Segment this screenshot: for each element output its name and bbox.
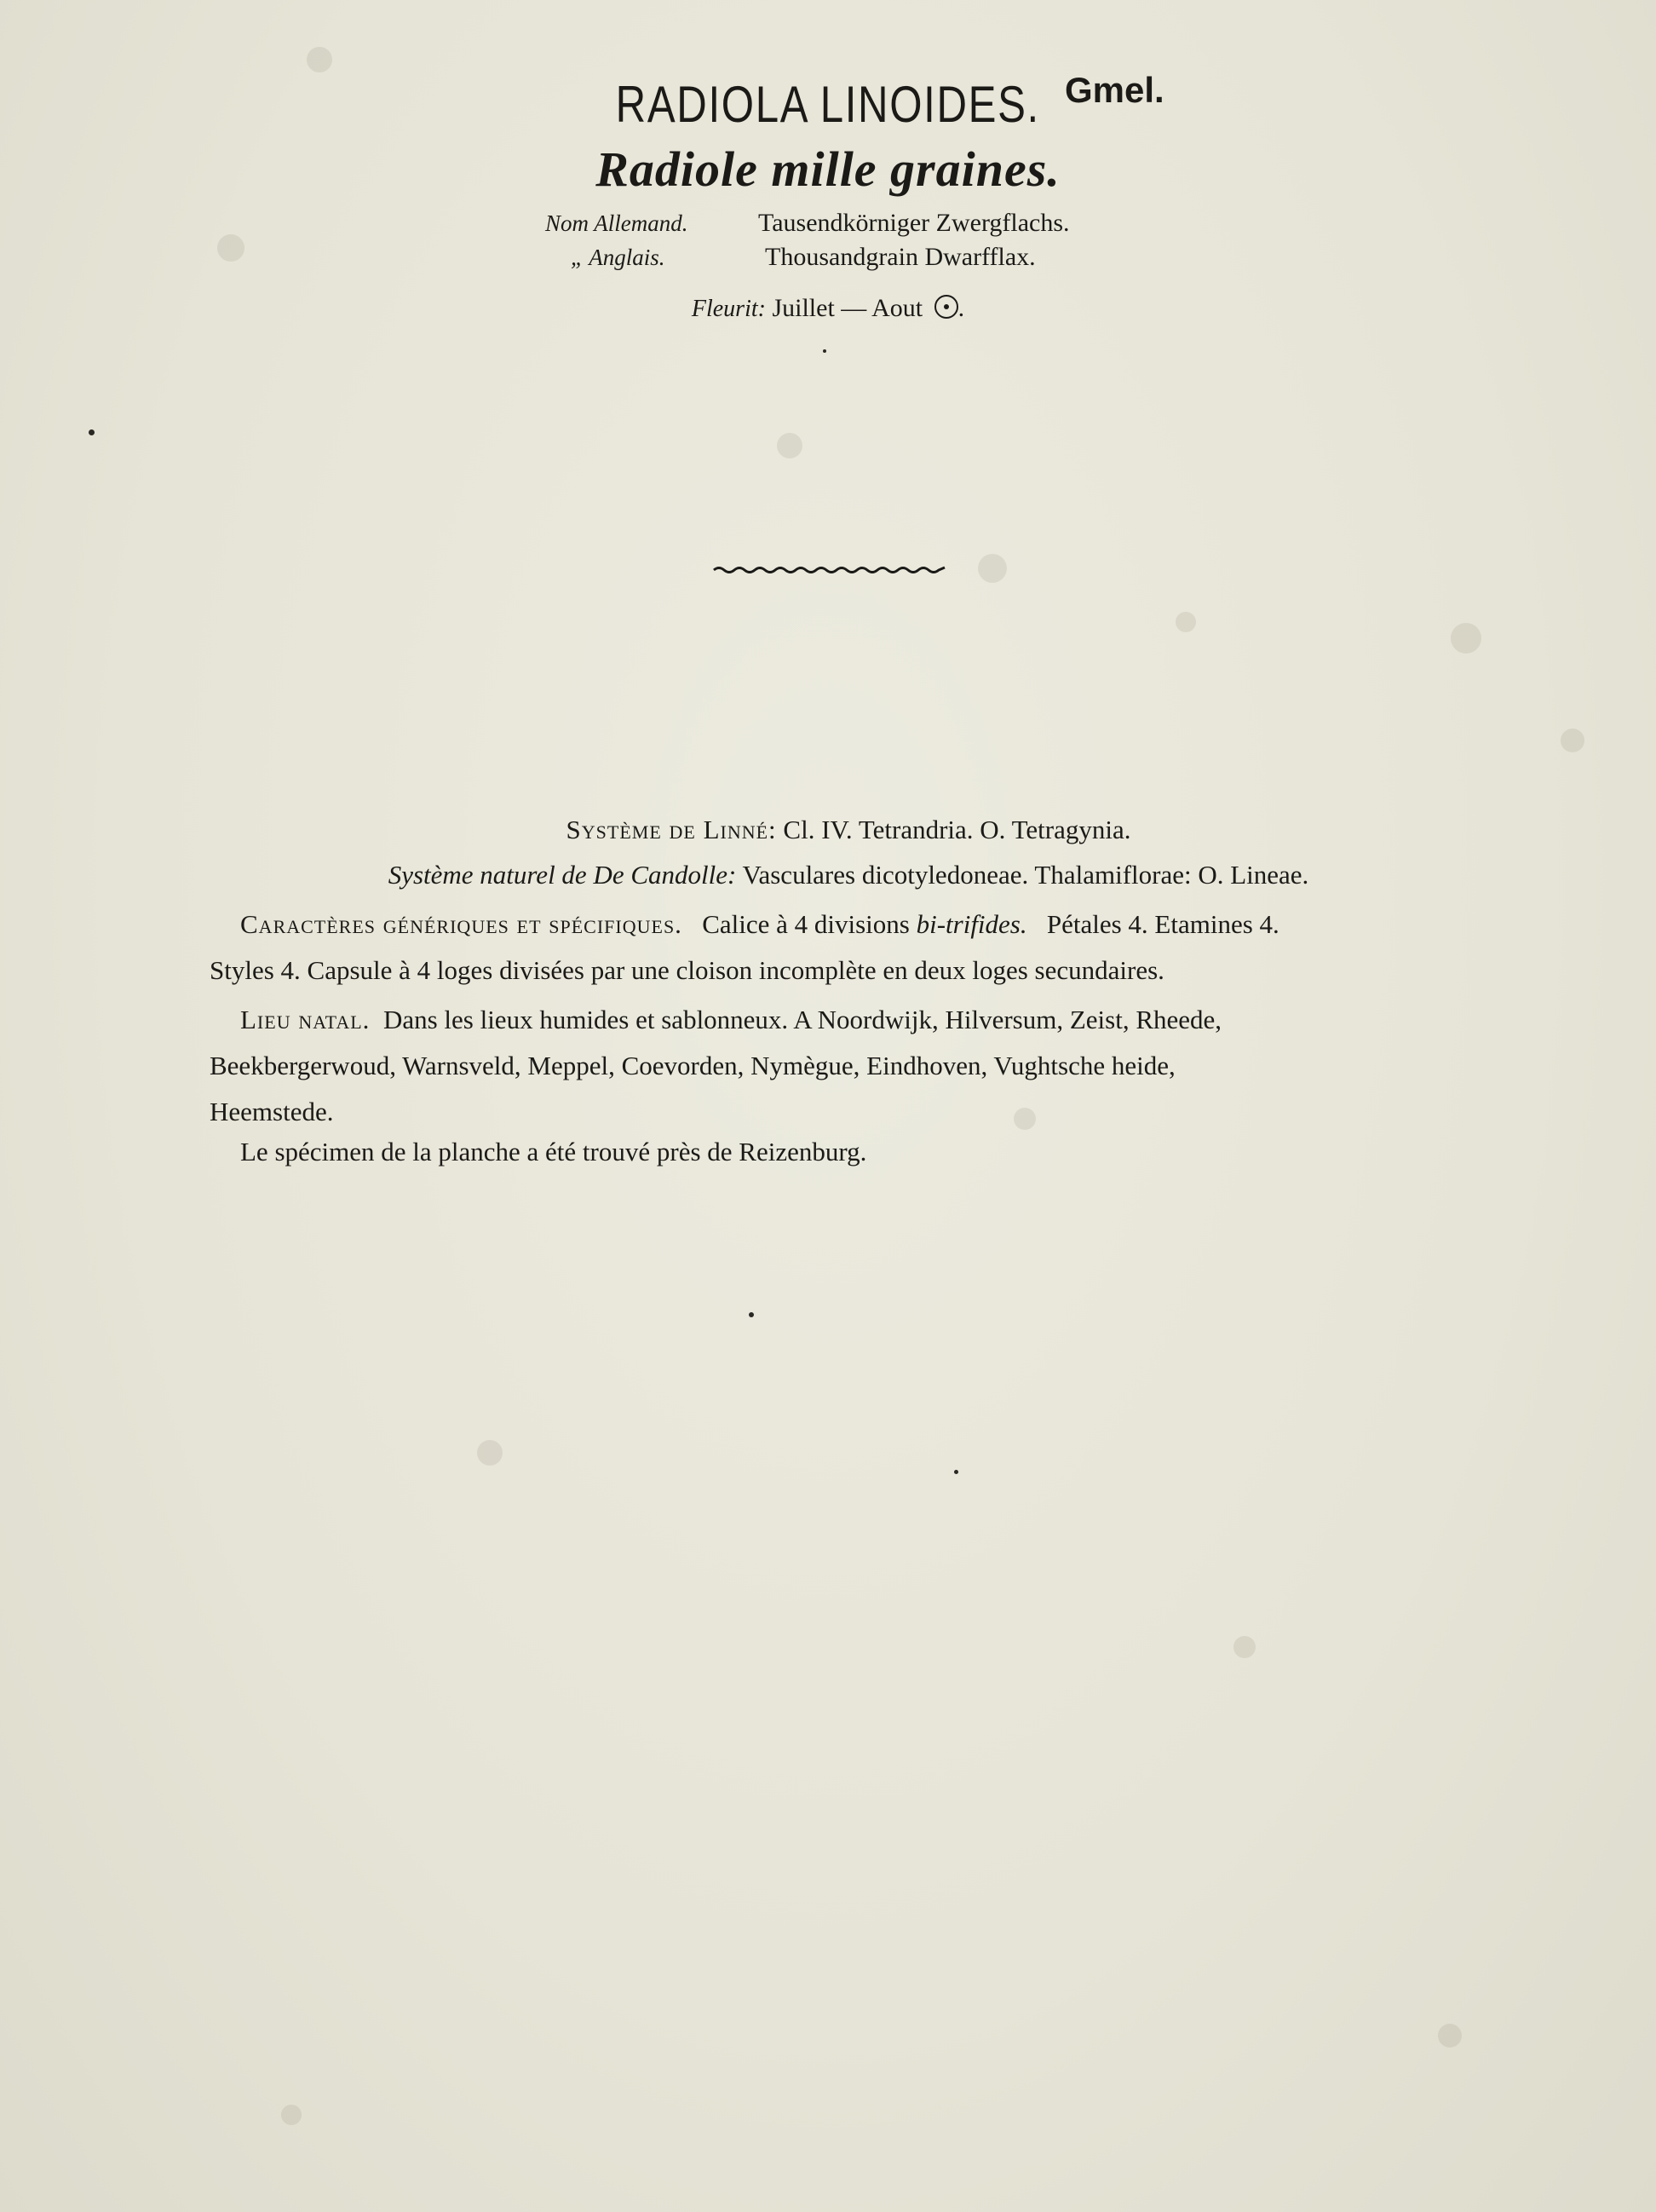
english-name-row <box>545 240 1070 274</box>
paper-spot <box>1233 1636 1256 1658</box>
ink-speck <box>823 349 826 353</box>
paper-spot <box>1438 2024 1462 2048</box>
characters-text-a: Calice à 4 divisions <box>702 909 910 939</box>
paper-spot <box>978 554 1007 583</box>
period-mark: . <box>957 294 965 322</box>
german-name-label: Nom Allemand. <box>545 210 688 236</box>
habitat-paragraph <box>240 997 1487 1043</box>
habitat-line-2: Beekbergerwoud, Warnsveld, Meppel, Coevorden, Nymègue, Eindhoven, Vughtsche heide, <box>210 1051 1176 1080</box>
plant-title <box>0 70 1656 134</box>
paper-spot <box>477 1440 503 1466</box>
linne-label: Système de Linné: <box>566 815 777 844</box>
ornamental-divider <box>712 561 946 578</box>
characters-text-b: Pétales 4. Etamines 4. <box>1046 909 1279 939</box>
habitat-line-1: Dans les lieux humides et sablonneux. A Noordwijk, Hilversum, Zeist, Rheede, <box>382 1005 1222 1034</box>
paper-spot <box>307 47 332 72</box>
paper-spot <box>1561 729 1584 752</box>
specimen-note: Le spécimen de la planche a été trouvé près de Reizenburg. <box>240 1137 867 1166</box>
characters-line-2: Styles 4. Capsule à 4 loges divisées par une cloison incomplète en deux loges secundaires. <box>210 955 1164 985</box>
paper-spot <box>777 433 802 458</box>
flowering-label: Fleurit: <box>691 296 766 322</box>
common-name: Radiole mille graines. <box>595 141 1061 197</box>
scientific-name: RADIOLA LINOIDES. <box>615 76 1041 133</box>
vernacular-names <box>545 206 1070 274</box>
paper-spot <box>217 234 244 262</box>
linne-value: Cl. IV. Tetrandria. O. Tetragynia. <box>783 815 1131 844</box>
characters-label: Caractères génériques et spécifiques. <box>240 909 682 939</box>
english-name-value: Thousandgrain Dwarfflax. <box>765 243 1036 271</box>
ink-speck <box>89 429 95 435</box>
flowering-value: Juillet — Aout <box>772 294 923 322</box>
english-name-label: „ Anglais. <box>571 245 665 270</box>
candolle-label: Système naturel de De Candolle: <box>388 860 737 890</box>
characters-text-italic: bi-trifides. <box>916 909 1027 939</box>
annual-symbol-icon <box>934 295 958 319</box>
ink-speck <box>749 1312 754 1317</box>
habitat-label: Lieu natal. <box>240 1005 371 1034</box>
flowering-line <box>0 294 1656 323</box>
paper-spot <box>1176 612 1196 632</box>
author-abbreviation: Gmel. <box>1065 70 1164 110</box>
candolle-value: Vasculares dicotyledoneae. Thalamiflorae: O. Lineae. <box>742 860 1309 890</box>
linne-system-line <box>210 807 1487 853</box>
characters-paragraph <box>240 902 1487 948</box>
habitat-line-3: Heemstede. <box>210 1097 334 1126</box>
ink-speck <box>954 1470 958 1474</box>
paper-spot <box>281 2105 302 2125</box>
german-name-value: Tausendkörniger Zwergflachs. <box>758 209 1070 237</box>
paper-spot <box>1451 623 1481 654</box>
german-name-row <box>545 206 1070 240</box>
candolle-system-line <box>210 852 1487 898</box>
